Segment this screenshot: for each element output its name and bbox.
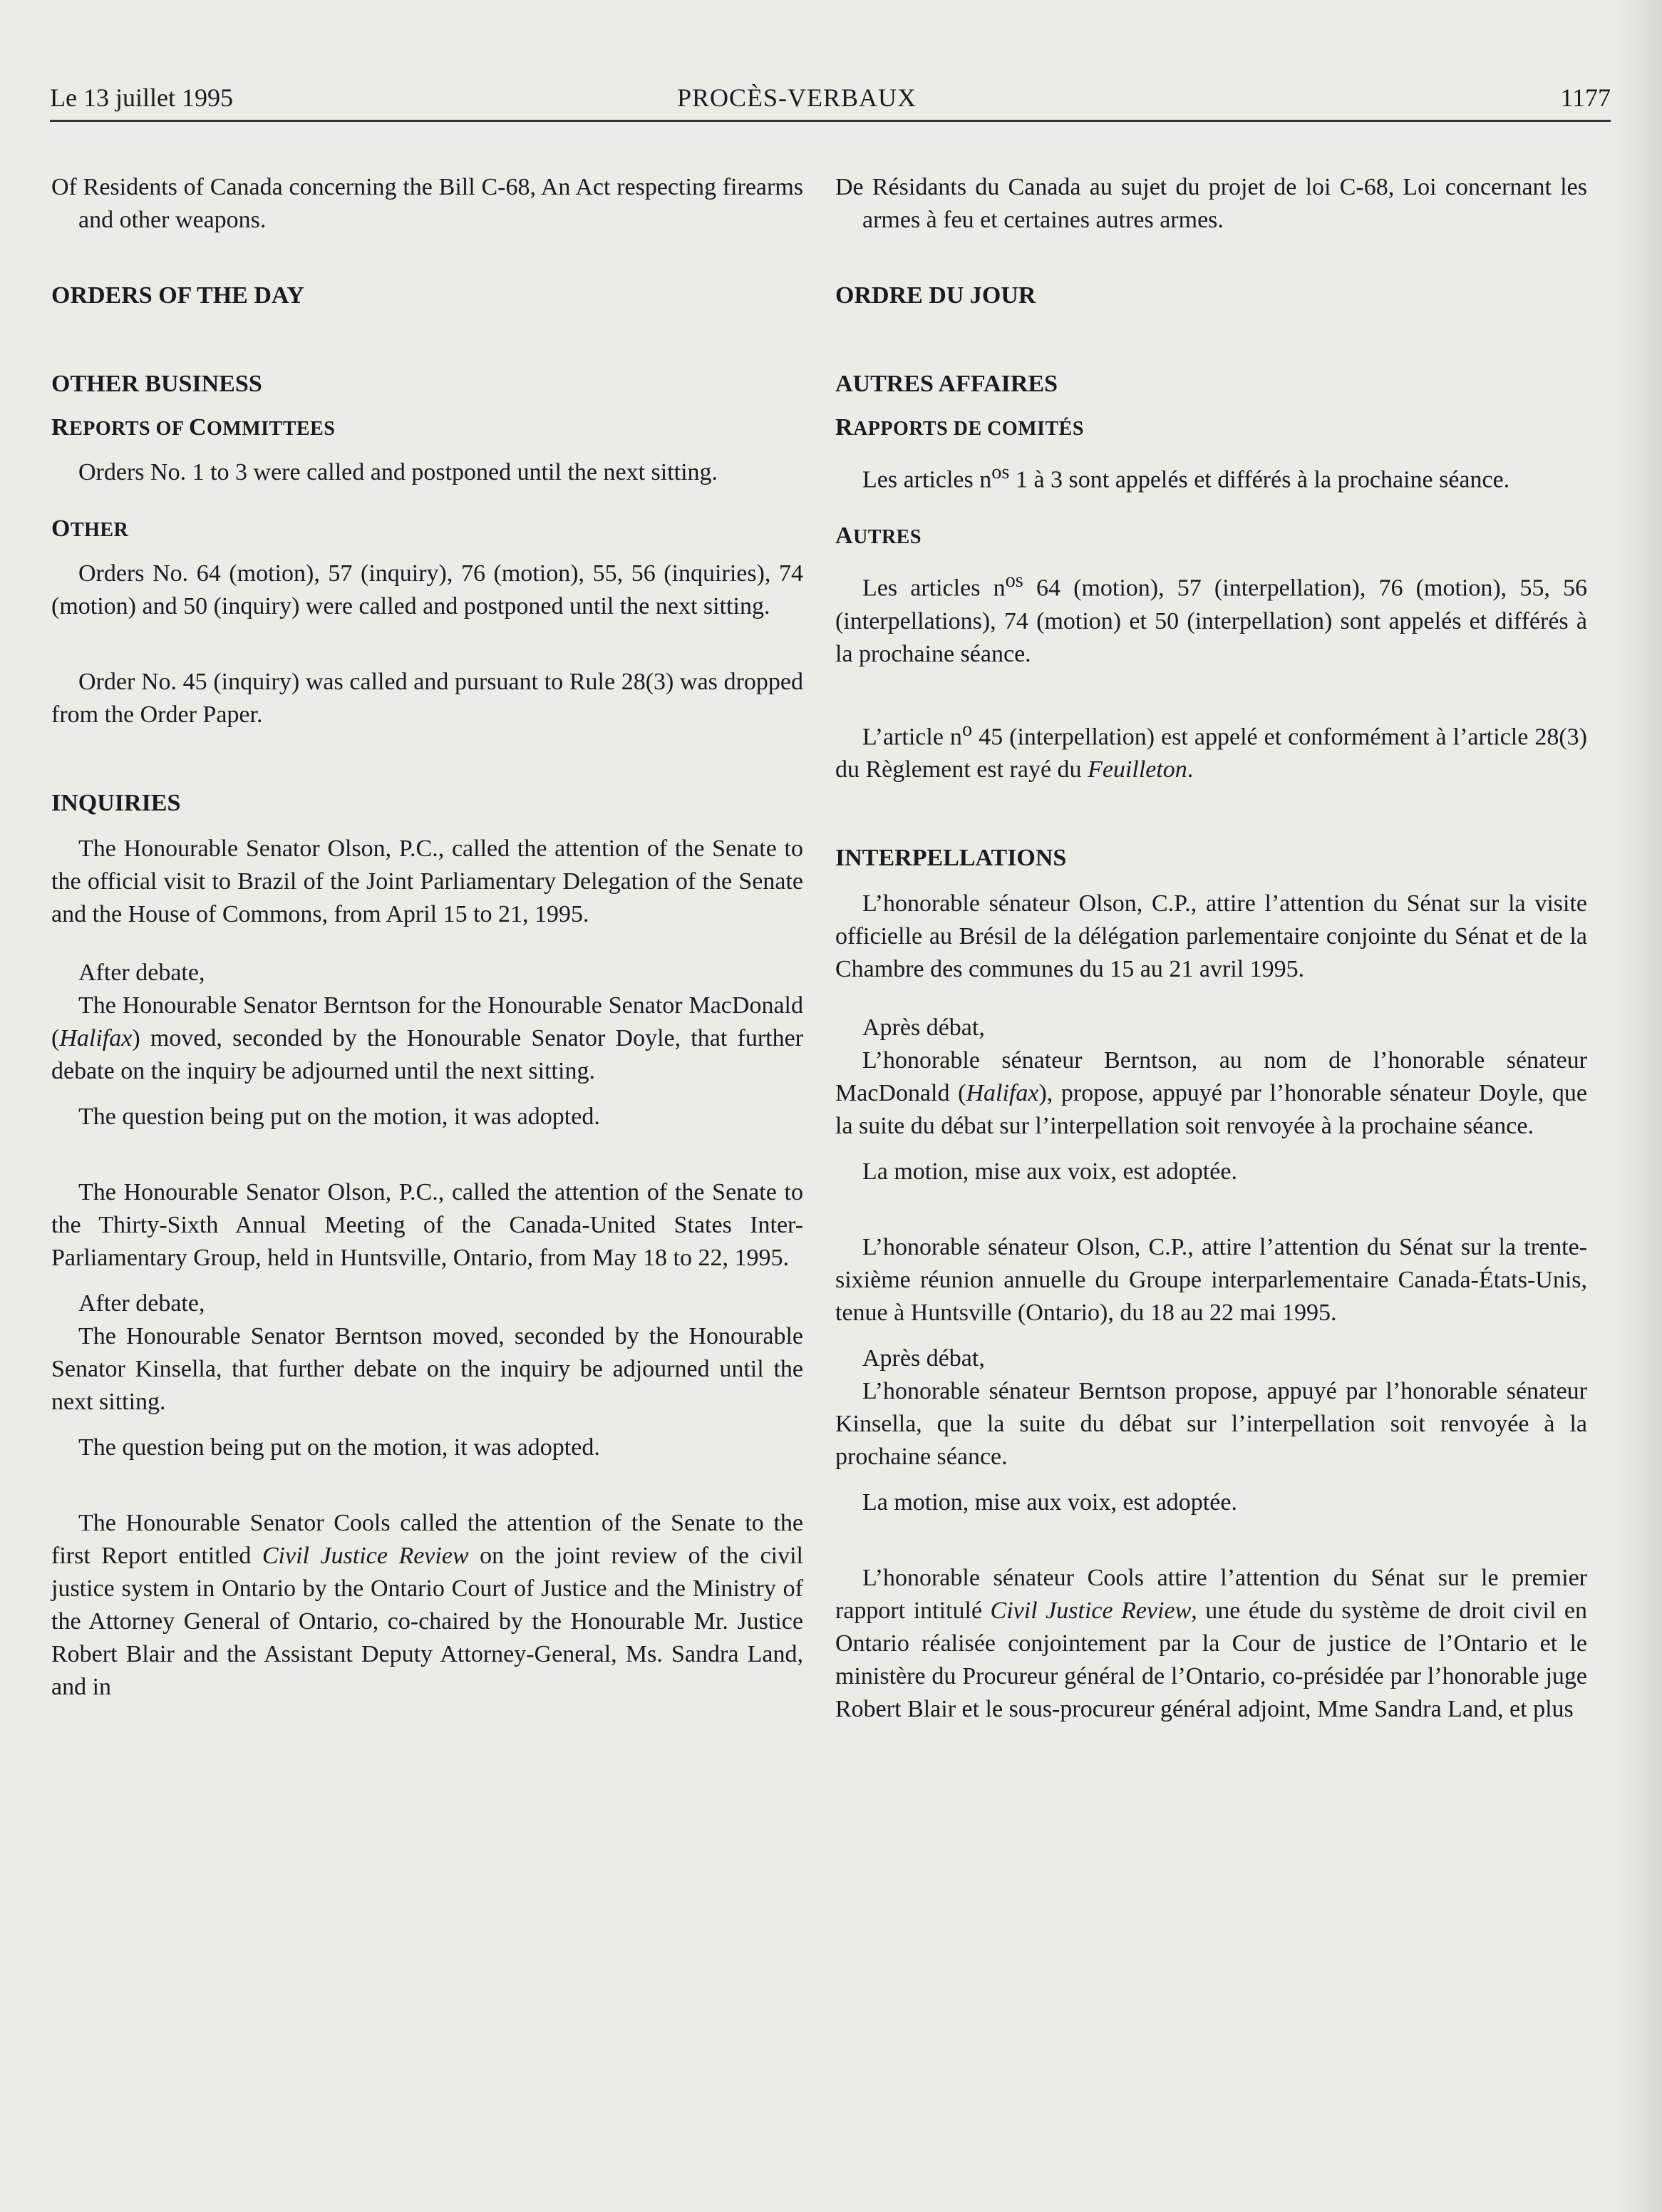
olson-inquiry-1: The Honourable Senator Olson, P.C., called the attention of the Senate to the official visit to Brazil of the Joint Parliamentary Delegation of the Senate and the House of Commons, from April 15 to 21, 1995. — [51, 835, 803, 927]
berntson-motion-2-fr: L’honorable sénateur Berntson propose, appuyé par l’honorable sénateur Kinsella, que la suite du débat sur l’interpellation soit renvoyée à la prochaine séance. — [835, 1377, 1587, 1470]
question-adopted-1-fr: La motion, mise aux voix, est adoptée. — [862, 1158, 1237, 1185]
berntson-motion-1: The Honourable Senator Berntson for the Honourable Senator MacDonald (Halifax) moved, seconded by the Honourable Senator Doyle, that further debate on the inquiry be adjourned until the next sitting. — [51, 992, 803, 1084]
question-adopted-2: The question being put on the motion, it was adopted. — [78, 1434, 600, 1461]
after-debate-2-fr: Après débat, — [862, 1344, 985, 1372]
after-debate-1: After debate, — [78, 960, 205, 986]
orders-1-3-paragraph: Orders No. 1 to 3 were called and postponed until the next sitting. — [78, 459, 718, 485]
order-45-paragraph: Order No. 45 (inquiry) was called and pursuant to Rule 28(3) was dropped from the Order Paper. — [51, 669, 803, 728]
after-debate-1-fr: Après débat, — [862, 1014, 985, 1041]
cools-inquiry: The Honourable Senator Cools called the attention of the Senate to the first Report entitled Civil Justice Review on the joint review of the civil justice system in Ontario by the Ontario Court of Justice and the Ministry of the Attorney General of Ontario, co-chaired by the Honourable Mr. Justice Robert Blair and the Assistant Deputy Attorney-General, Ms. Sandra Land, and in — [51, 1510, 803, 1700]
heading-rapports-de-comites: RAPPORTS DE COMITÉS — [835, 414, 1084, 441]
cools-inquiry-fr: L’honorable sénateur Cools attire l’attention du Sénat sur le premier rapport intitulé Civil Justice Review, une étude du système de droit civil en Ontario réalisée conjointement par la Cour de justice de l’Ontario et le ministère du Procureur général de l’Ontario, co-présidée par l’honorable juge Robert Blair et le sous-procureur général adjoint, Mme Sandra Land, et plus — [835, 1564, 1587, 1722]
french-column — [835, 171, 1587, 1726]
berntson-motion-1-fr: L’honorable sénateur Berntson, au nom de l’honorable sénateur MacDonald (Halifax), propose, appuyé par l’honorable sénateur Doyle, que la suite du débat sur l’interpellation soit renvoyée à la prochaine séance. — [835, 1046, 1588, 1139]
heading-autres-affaires: AUTRES AFFAIRES — [835, 371, 1058, 397]
orders-other-paragraph-fr: Les articles $n^{os}$ 64 (motion), 57 (interpellation), 76 (motion), 55, 56 (interpellations), 74 (motion) et 50 (interpellation) sont appelés et différés à la prochaine séance. — [835, 570, 1587, 667]
question-adopted-1: The question being put on the motion, it was adopted. — [78, 1104, 600, 1130]
running-header — [50, 77, 1611, 120]
olson-inquiry-2: The Honourable Senator Olson, P.C., called the attention of the Senate to the Thirty-Sixth Annual Meeting of the Canada-United States Inter-Parliamentary Group, held in Huntsville, Ontario, from May 18 to 22, 1995. — [51, 1179, 803, 1271]
heading-inquiries: INQUIRIES — [51, 790, 181, 816]
header-rule — [50, 120, 1611, 122]
heading-other: OTHER — [51, 515, 129, 542]
olson-inquiry-2-fr: L’honorable sénateur Olson, C.P., attire l’attention du Sénat sur la trente-sixième réunion annuelle du Groupe interparlementaire Canada-États-Unis, tenue à Huntsville (Ontario), du 18 au 22 mai 1995. — [835, 1233, 1587, 1326]
order-45-paragraph-fr: L’article $n^o$ 45 (interpellation) est appelé et conformément à l’article 28(3) du Règlement est rayé du Feuilleton. — [835, 718, 1587, 783]
heading-interpellations: INTERPELLATIONS — [835, 844, 1067, 871]
berntson-motion-2: The Honourable Senator Berntson moved, seconded by the Honourable Senator Kinsella, that further debate on the inquiry be adjourned until the next sitting. — [51, 1323, 803, 1415]
after-debate-2: After debate, — [78, 1290, 205, 1317]
olson-inquiry-1-fr: L’honorable sénateur Olson, C.P., attire l’attention du Sénat sur la visite officielle au Brésil de la délégation parlementaire conjointe du Sénat et de la Chambre des communes du 15 au 21 avril 1995. — [835, 890, 1587, 982]
page-edge-shadow — [1619, 0, 1662, 2212]
heading-orders-of-the-day: ORDERS OF THE DAY — [51, 282, 304, 309]
question-adopted-2-fr: La motion, mise aux voix, est adoptée. — [862, 1488, 1237, 1516]
orders-1-3-paragraph-fr: Les articles $n^{os}$ 1 à 3 sont appelés et différés à la prochaine séance. — [862, 461, 1510, 493]
header-title: PROCÈS-VERBAUX — [677, 83, 917, 112]
heading-reports-of-committees: REPORTS OF COMMITTEES — [51, 414, 336, 441]
heading-autres: AUTRES — [835, 523, 922, 550]
header-date: Le 13 juillet 1995 — [50, 83, 233, 112]
page-number: 1177 — [1560, 83, 1611, 112]
intro-paragraph: Of Residents of Canada concerning the Bill C-68, An Act respecting firearms and other weapons. — [51, 174, 803, 233]
intro-paragraph-fr: De Résidants du Canada au sujet du projet de loi C-68, Loi concernant les armes à feu et certaines autres armes. — [835, 174, 1587, 233]
heading-ordre-du-jour: ORDRE DU JOUR — [835, 282, 1036, 309]
orders-other-paragraph: Orders No. 64 (motion), 57 (inquiry), 76 (motion), 55, 56 (inquiries), 74 (motion) and 50 (inquiry) were called and postponed until the next sitting. — [51, 560, 803, 619]
english-column — [51, 171, 803, 1704]
heading-other-business: OTHER BUSINESS — [51, 371, 262, 397]
